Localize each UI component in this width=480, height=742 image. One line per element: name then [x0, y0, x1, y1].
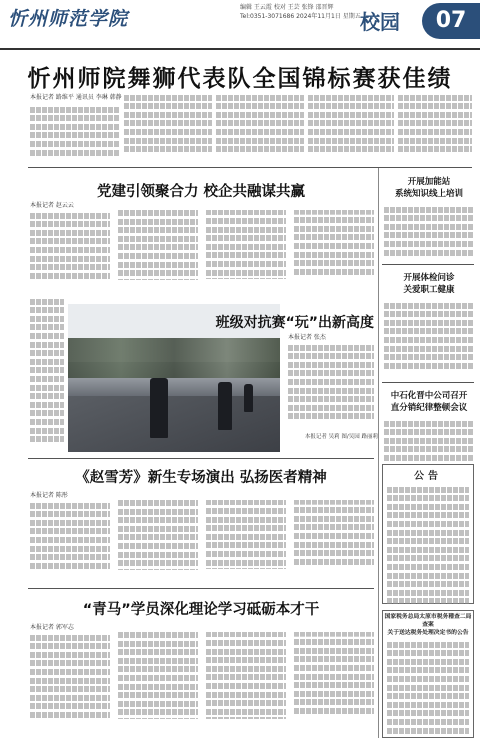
- article-text-class-right: [288, 342, 374, 428]
- credits-line-1: 编辑 王云霞 校对 王芸 张锋 邵晋辉: [240, 4, 334, 11]
- lead-story-col-3: [216, 92, 304, 164]
- sidebar-title-sinopec: 中石化晋中公司召开 直分销纪律整顿会议: [390, 391, 468, 413]
- sidebar-text-health: [384, 300, 474, 376]
- article-byline-performance: 本报记者 陈彤: [30, 492, 68, 499]
- newspaper-logo: [8, 4, 128, 31]
- notice-box: [382, 464, 474, 604]
- lead-story-col-5: [398, 92, 472, 164]
- main-byline: 本报记者 路维平 通讯员 李琳 韩静: [30, 94, 122, 101]
- article-text-party: [30, 210, 374, 286]
- article-byline-youth: 本报记者 郭军志: [30, 624, 74, 631]
- notice-title: 公告: [414, 471, 442, 482]
- runner-figure: [150, 378, 168, 438]
- notice-text: [383, 482, 473, 609]
- sidebar-text-station: [384, 204, 474, 260]
- article-byline-party: 本报记者 赵云云: [30, 202, 74, 209]
- sidebar-divider: [378, 168, 379, 738]
- section-name: 校园: [360, 10, 400, 34]
- sidebar-title-station: 开展加能站 系统知识线上培训: [394, 177, 463, 199]
- logo-text: 忻州师范学院: [8, 8, 129, 30]
- tax-notice-box: [382, 610, 474, 738]
- article-text-youth: [30, 632, 374, 732]
- article-text-class-left: [30, 296, 64, 456]
- divider: [28, 458, 374, 459]
- article-headline-party: 党建引领聚合力 校企共融谋共赢: [96, 184, 306, 200]
- article-headline-youth: “青马”学员深化理论学习砥砺本才干: [82, 602, 320, 618]
- article-byline-class: 本报记者 张杰: [288, 334, 326, 341]
- lead-story-col-1: [30, 104, 120, 164]
- divider: [28, 588, 374, 589]
- sidebar-text-sinopec: [384, 418, 474, 462]
- page-number: 07: [422, 3, 480, 39]
- photo-credit: 本报记者 吴莉 图/吴园 路丽莉: [304, 434, 378, 440]
- divider: [382, 264, 474, 265]
- lead-story-col-2: [124, 92, 212, 164]
- divider: [28, 167, 472, 168]
- tax-notice-text: [383, 637, 473, 738]
- credits-line-2: Tel:0351-3071686 2024年11月1日 星期五: [240, 13, 361, 20]
- runner-figure: [218, 382, 232, 430]
- masthead: [0, 0, 480, 50]
- lead-story-col-4: [308, 92, 394, 164]
- main-headline: 忻州师院舞狮代表队全国锦标赛获佳绩: [27, 66, 453, 92]
- sidebar-title-health: 开展体检问诊 关爱职工健康: [403, 273, 455, 295]
- tax-notice-title: 国家税务总局太原市税务稽查二局查案 关于送达税务处理决定书的公告: [384, 614, 472, 636]
- article-headline-class: 班级对抗赛“玩”出新高度: [215, 315, 374, 331]
- runner-figure: [244, 384, 253, 412]
- article-text-performance: [30, 500, 374, 576]
- divider: [382, 382, 474, 383]
- article-headline-performance: 《赵雪芳》新生专场演出 弘扬医者精神: [75, 470, 327, 486]
